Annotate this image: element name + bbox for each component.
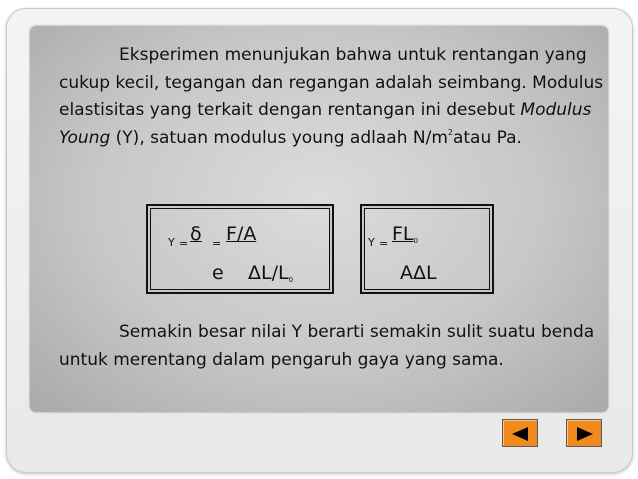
formula1-denominator [248,262,293,284]
formula2-equals: = [379,237,389,250]
paragraph2-text: Semakin besar nilai Y berarti semakin sulit suatu benda untuk merentang dalam pengaruh gaya yang sama. [59,322,595,370]
formula2-numerator-sub: 0 [413,237,418,245]
paragraph1-italic-term: Modulus Young [59,100,592,148]
formula1-sigma: δ [190,223,202,245]
formula-box-young-modulus [360,204,494,294]
paragraph1-superscript: 2 [447,127,453,137]
formula1-equals: = [179,237,189,250]
paragraph-modulus-young [59,42,607,154]
next-slide-button[interactable] [566,419,602,447]
formula-box-stress-strain [146,204,334,294]
formula2-lhs: Y [368,236,375,249]
triangle-left-icon [512,427,528,441]
formula2-denominator: AΔL [400,262,437,284]
paragraph1-text-b: (Y), satuan modulus young adlaah N/m [110,127,448,148]
formula2-numerator-text: FL [392,223,414,245]
formula1-denominator-sub: 0 [288,276,294,284]
previous-slide-button[interactable] [502,419,538,447]
formula1-epsilon: e [212,262,224,284]
triangle-right-icon [577,427,593,441]
formula2-numerator [392,223,418,245]
paragraph1-text-a: Eksperimen menunjukan bahwa untuk rentangan yang cukup kecil, tegangan dan regangan adalah seimbang. Modulus elastisitas yang terkait dengan rentangan ini desebut [59,45,604,120]
paragraph1-text-c: atau Pa. [452,127,522,148]
formula1-lhs: Y [168,236,175,249]
formula1-numerator: F/A [226,223,257,245]
formula1-denominator-text: ΔL/L [248,262,289,284]
paragraph-conclusion [59,319,607,374]
formula1-equals-2: = [212,237,222,250]
